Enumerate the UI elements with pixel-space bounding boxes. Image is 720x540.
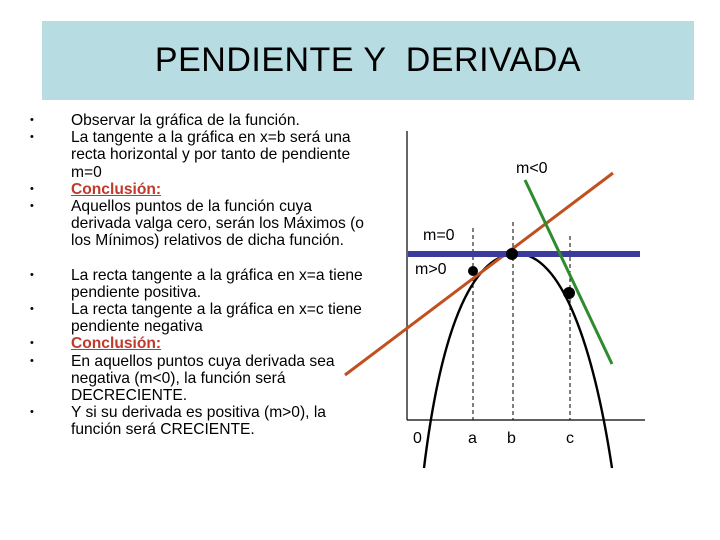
tangent-line-positive bbox=[345, 173, 613, 375]
label-m-positive: m>0 bbox=[415, 261, 447, 278]
bullet-marker: • bbox=[30, 114, 34, 126]
tick-label-0: 0 bbox=[413, 430, 422, 447]
point-c bbox=[563, 287, 575, 299]
slide-title: PENDIENTE Y DERIVADA bbox=[154, 41, 582, 79]
label-m-negative: m<0 bbox=[516, 160, 548, 177]
bullet-text: La recta tangente a la gráfica en x=a tiene pendiente positiva. bbox=[71, 266, 363, 301]
bullet-text: En aquellos puntos cuya derivada sea negativa (m<0), la función será DECRECIENTE. bbox=[71, 352, 335, 405]
bullet-text: La recta tangente a la gráfica en x=c tiene pendiente negativa bbox=[71, 301, 362, 336]
bullet-marker: • bbox=[30, 354, 34, 367]
label-m-zero: m=0 bbox=[423, 227, 455, 244]
function-curve bbox=[424, 254, 612, 468]
bullet-marker: • bbox=[30, 303, 34, 316]
bullet-text: Conclusión: bbox=[71, 335, 162, 353]
tick-label-b: b bbox=[507, 430, 516, 447]
bullet-marker: • bbox=[30, 337, 34, 350]
bullet-text: Conclusión: bbox=[71, 180, 162, 198]
bullet-text: Y si su derivada es positiva (m>0), la función será CRECIENTE. bbox=[71, 404, 326, 439]
bullet-marker: • bbox=[30, 131, 34, 144]
bullet-text: La tangente a la gráfica en x=b será una recta horizontal y por tanto de pendiente m=0 bbox=[71, 129, 351, 181]
tick-label-c: c bbox=[566, 430, 574, 447]
bullet-text: Aquellos puntos de la función cuya derivada valga cero, serán los Máximos (o los Mínimos) relativos de dicha función. bbox=[71, 198, 364, 250]
point-b bbox=[506, 248, 518, 260]
bullet-marker: • bbox=[30, 406, 34, 419]
point-a bbox=[468, 266, 478, 276]
bullet-marker: • bbox=[30, 182, 34, 195]
bullet-marker: • bbox=[30, 268, 34, 281]
bullet-text: Observar la gráfica de la función. bbox=[71, 112, 300, 129]
bullet-marker: • bbox=[30, 200, 34, 213]
tick-label-a: a bbox=[468, 430, 477, 447]
